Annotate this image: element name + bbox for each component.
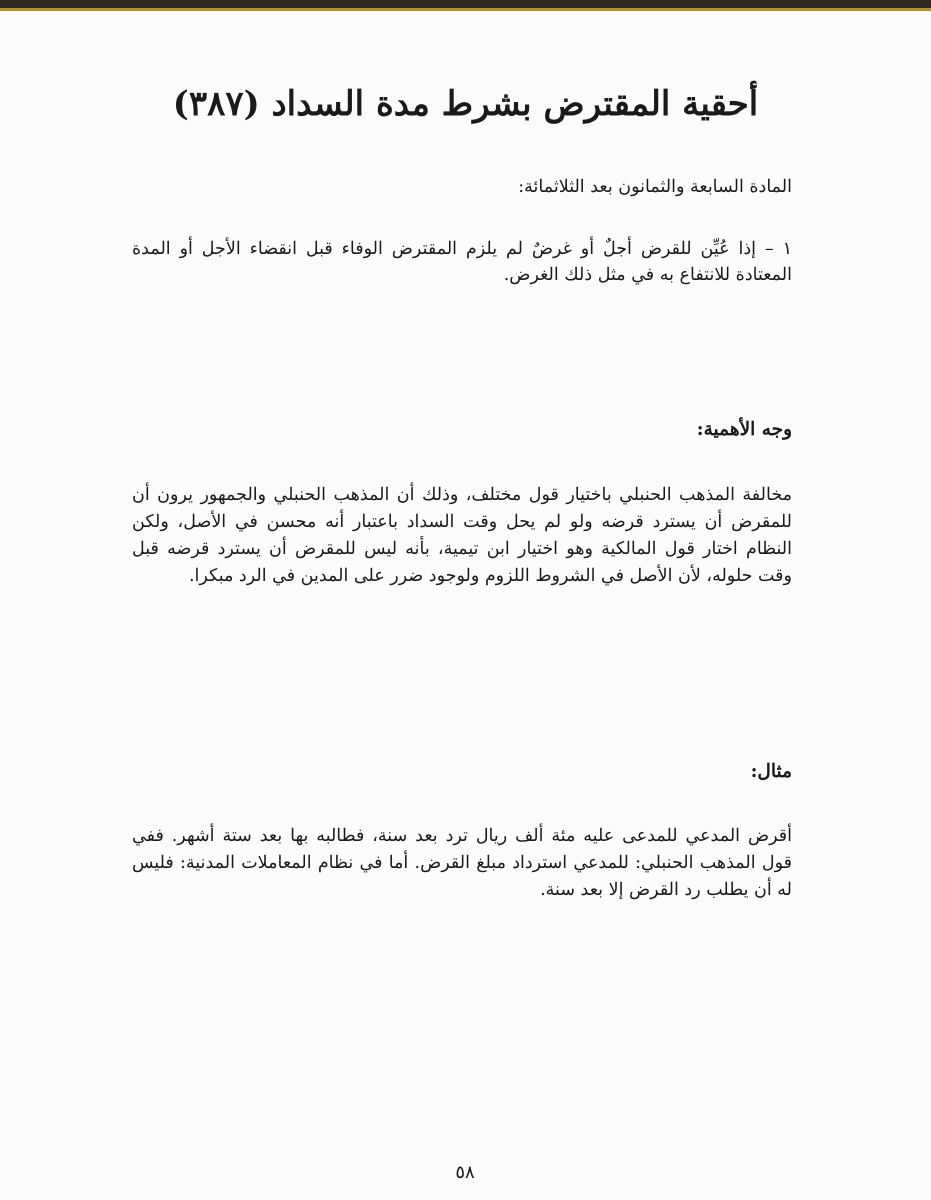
- importance-text: مخالفة المذهب الحنبلي باختيار قول مختلف، وذلك أن المذهب الحنبلي والجمهور يرون أن للمقرض أن يسترد قرضه ولو لم يحل وقت السداد باعتبار أنه محسن في الأصل، ولكن النظام اختار قول المالكية وهو اختيار ابن تيمية، بأنه ليس للمقرض أن يسترد قرضه قبل وقت حلوله، لأن الأصل في الشروط اللزوم ولوجود ضرر على المدين في الرد مبكرا.: [132, 485, 792, 586]
- example-section: [132, 823, 792, 904]
- importance-section: [132, 482, 792, 590]
- importance-heading: وجه الأهمية:: [696, 419, 792, 440]
- example-text: أقرض المدعي للمدعى عليه مئة ألف ريال ترد بعد سنة، فطالبه بها بعد ستة أشهر. ففي قول المذهب الحنبلي: للمدعي استرداد مبلغ القرض. أما في نظام المعاملات المدنية: فليس له أن يطلب رد القرض إلا بعد سنة.: [132, 826, 792, 900]
- clause-text: ١ – إذا عُيِّن للقرض أجلٌ أو غرضٌ لم يلزم المقترض الوفاء قبل انقضاء الأجل أو المدة المعتادة للانتفاع به في مثل ذلك الغرض.: [132, 239, 792, 285]
- example-heading: مثال:: [750, 761, 792, 782]
- article-label: المادة السابعة والثمانون بعد الثلاثمائة:: [518, 177, 792, 197]
- article-clause: [132, 236, 792, 288]
- page-number: ٥٨: [455, 1162, 475, 1183]
- page-title: أحقية المقترض بشرط مدة السداد (٣٨٧): [172, 84, 759, 124]
